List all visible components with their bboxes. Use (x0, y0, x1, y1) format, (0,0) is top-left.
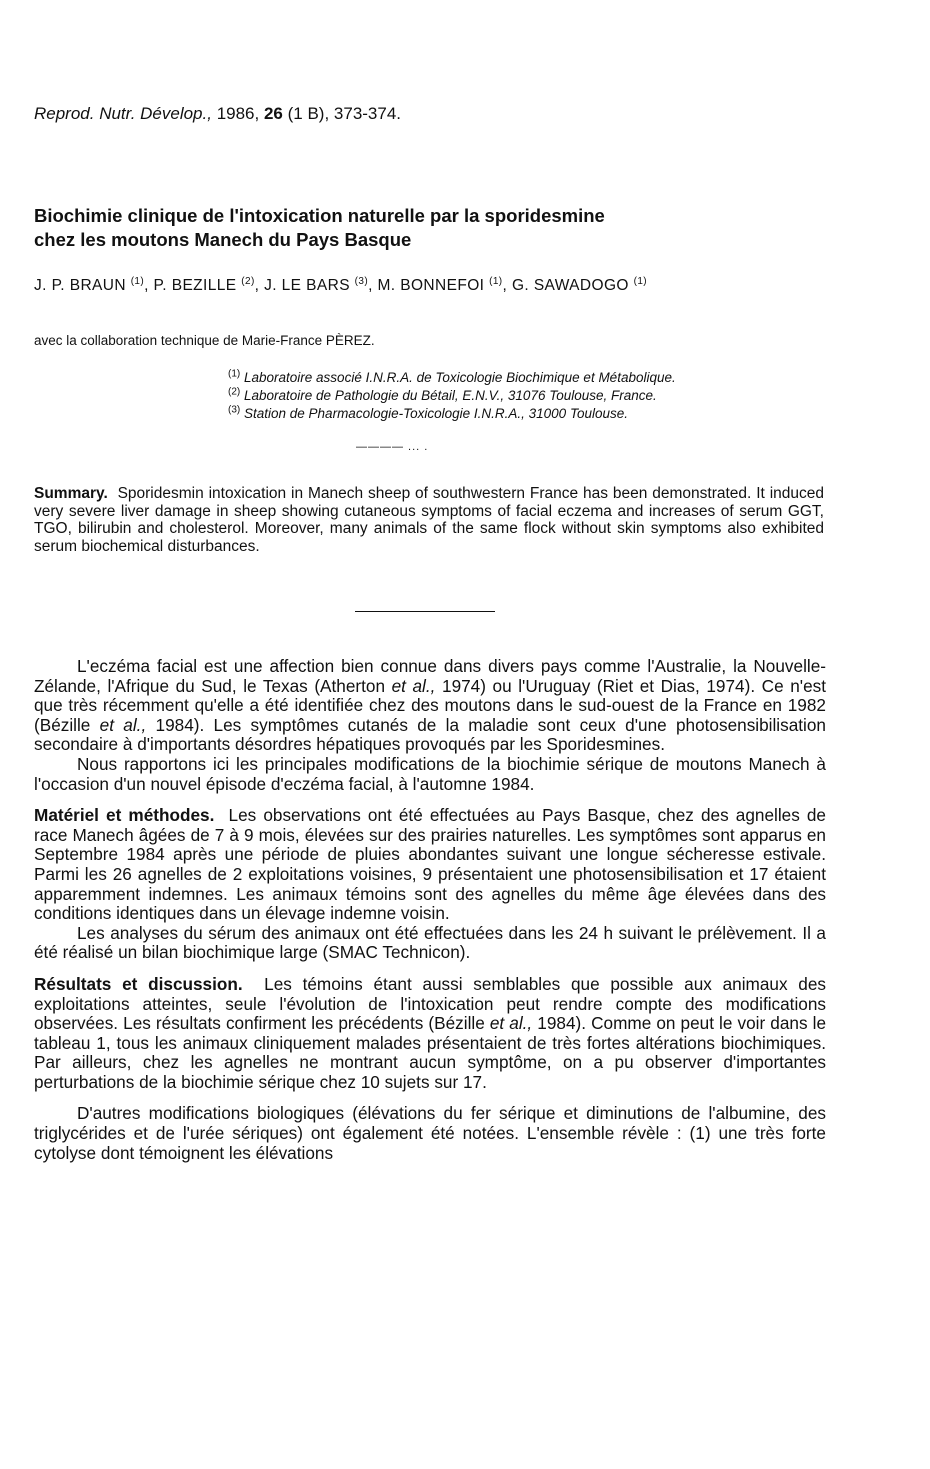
journal-year: 1986, (216, 104, 260, 123)
affiliation-ref: (1) (228, 368, 241, 380)
citation-etal: et al., (391, 675, 436, 696)
author-affiliation-ref: (3) (354, 275, 369, 287)
journal-volume: 26 (263, 104, 283, 123)
affiliation-item (228, 387, 676, 405)
methods-paragraph-1 (34, 806, 826, 924)
article-title-line-1: Biochimie clinique de l'intoxication naturelle par la sporidesmine (34, 205, 605, 226)
results-heading: Résultats et discussion. (34, 973, 243, 994)
section-separator: ———— ... . (356, 441, 429, 453)
collaboration-note: avec la collaboration technique de Marie-France PÈREZ. (34, 333, 375, 348)
journal-name: Reprod. Nutr. Dévelop., (34, 104, 212, 123)
author-separator: , (144, 277, 154, 294)
methods-text: Les observations ont été effectuées au Pays Basque, chez des agnelles de race Manech âgées de 7 à 9 mois, élevées sur des prairies naturelles. Les symptômes sont apparus en Septembre 1984 après une période de pluies abondantes suivant une longue sécheresse estivale. Parmi les 26 agnelles de 2 exploitations voisines, 9 présentaient une photosensibilisation et 17 étaient apparemment indemnes. Les animaux témoins sont des agnelles du même âge élevées dans des conditions identiques dans un élevage indemne voisin. (34, 805, 826, 924)
affiliation-text: Station de Pharmacologie-Toxicologie I.N.R.A., 31000 Toulouse. (244, 406, 628, 421)
affiliation-list (228, 369, 676, 423)
author-affiliation-ref: (1) (489, 275, 503, 287)
article-title-line-2: chez les moutons Manech du Pays Basque (34, 229, 412, 250)
results-paragraph-1 (34, 975, 826, 1093)
author-name: M. BONNEFOI (377, 277, 485, 294)
results-paragraph-2: D'autres modifications biologiques (élévations du fer sérique et diminutions de l'albumine, des triglycérides et de l'urée sériques) ont également été notées. L'ensemble révèle : (1) une très forte cytolyse dont témoignent les élévations (34, 1103, 826, 1163)
author-separator: , (502, 277, 512, 294)
intro-paragraph-1 (34, 657, 826, 755)
intro-paragraph-2: Nous rapportons ici les principales modifications de la biochimie sérique de moutons Manech à l'occasion d'un nouvel épisode d'eczéma facial, à l'automne 1984. (34, 753, 826, 794)
journal-citation (34, 104, 401, 124)
author-affiliation-ref: (1) (130, 275, 145, 287)
article-body (34, 657, 826, 1163)
author-name: J. LE BARS (264, 277, 350, 294)
affiliation-ref: (2) (228, 386, 241, 398)
affiliation-item (228, 369, 676, 387)
methods-paragraph-2: Les analyses du sérum des animaux ont été effectuées dans les 24 h suivant le prélèvement. Il a été réalisé un bilan biochimique large (SMAC Technicon). (34, 922, 826, 963)
intro-text: L'eczéma facial est une affection bien connue dans divers pays comme l'Australie, la Nouvelle-Zélande, l'Afrique du Sud, le Texas (Atherton (34, 656, 826, 696)
summary-label: Summary. (34, 485, 108, 502)
results-text: 1984). Comme on peut le voir dans le tableau 1, tous les animaux cliniquement malades présentaient de très fortes altérations biochimiques. Par ailleurs, chez les agnelles ne montrant aucun symptôme, on a pu observer d'importantes perturbations de la biochimie sérique chez 10 sujets sur 17. (34, 1013, 826, 1092)
journal-issue-pages: (1 B), 373-374. (287, 104, 402, 123)
affiliation-item (228, 405, 676, 423)
author-name: J. P. BRAUN (34, 277, 126, 294)
summary-block (34, 485, 824, 555)
affiliation-ref: (3) (228, 404, 241, 416)
affiliation-text: Laboratoire associé I.N.R.A. de Toxicologie Biochimique et Métabolique. (244, 370, 676, 385)
author-name: G. SAWADOGO (511, 277, 629, 294)
affiliation-text: Laboratoire de Pathologie du Bétail, E.N.V., 31076 Toulouse, France. (244, 388, 657, 403)
intro-text: 1984). Les symptômes cutanés de la maladie sont ceux d'une photosensibilisation secondaire à d'importants désordres hépatiques provoqués par les Sporidesmines. (34, 714, 826, 755)
results-text: Les témoins étant aussi semblables que possible aux animaux des exploitations atteintes, seule l'évolution de l'intoxication peut rendre compte des modifications observées. Les résultats confirment les précédents (Bézille (34, 973, 826, 1034)
article-title (34, 204, 854, 252)
author-affiliation-ref: (1) (633, 275, 648, 287)
summary-text: Sporidesmin intoxication in Manech sheep of southwestern France has been demonstrated. It induced very severe liver damage in sheep showing cutaneous symptoms of facial eczema and increases of serum GGT, TGO, bilirubin and cholesterol. Moreover, many animals of the same flock without skin symptoms also exhibited serum biochemical disturbances. (34, 485, 824, 555)
divider-rule (355, 611, 495, 612)
citation-etal: et al., (489, 1013, 533, 1034)
intro-text: 1974) ou l'Uruguay (Riet et Dias, 1974). Ce n'est que très récemment qu'elle a été identifiée chez des moutons dans le sud-ouest de la France en 1982 (Bézille (34, 675, 826, 735)
author-separator: , (254, 277, 265, 294)
author-affiliation-ref: (2) (241, 275, 255, 287)
author-name: P. BEZILLE (153, 277, 237, 294)
citation-etal: et al., (99, 714, 147, 735)
author-separator: , (368, 277, 378, 294)
methods-heading: Matériel et méthodes. (34, 805, 215, 826)
author-list (34, 277, 647, 295)
